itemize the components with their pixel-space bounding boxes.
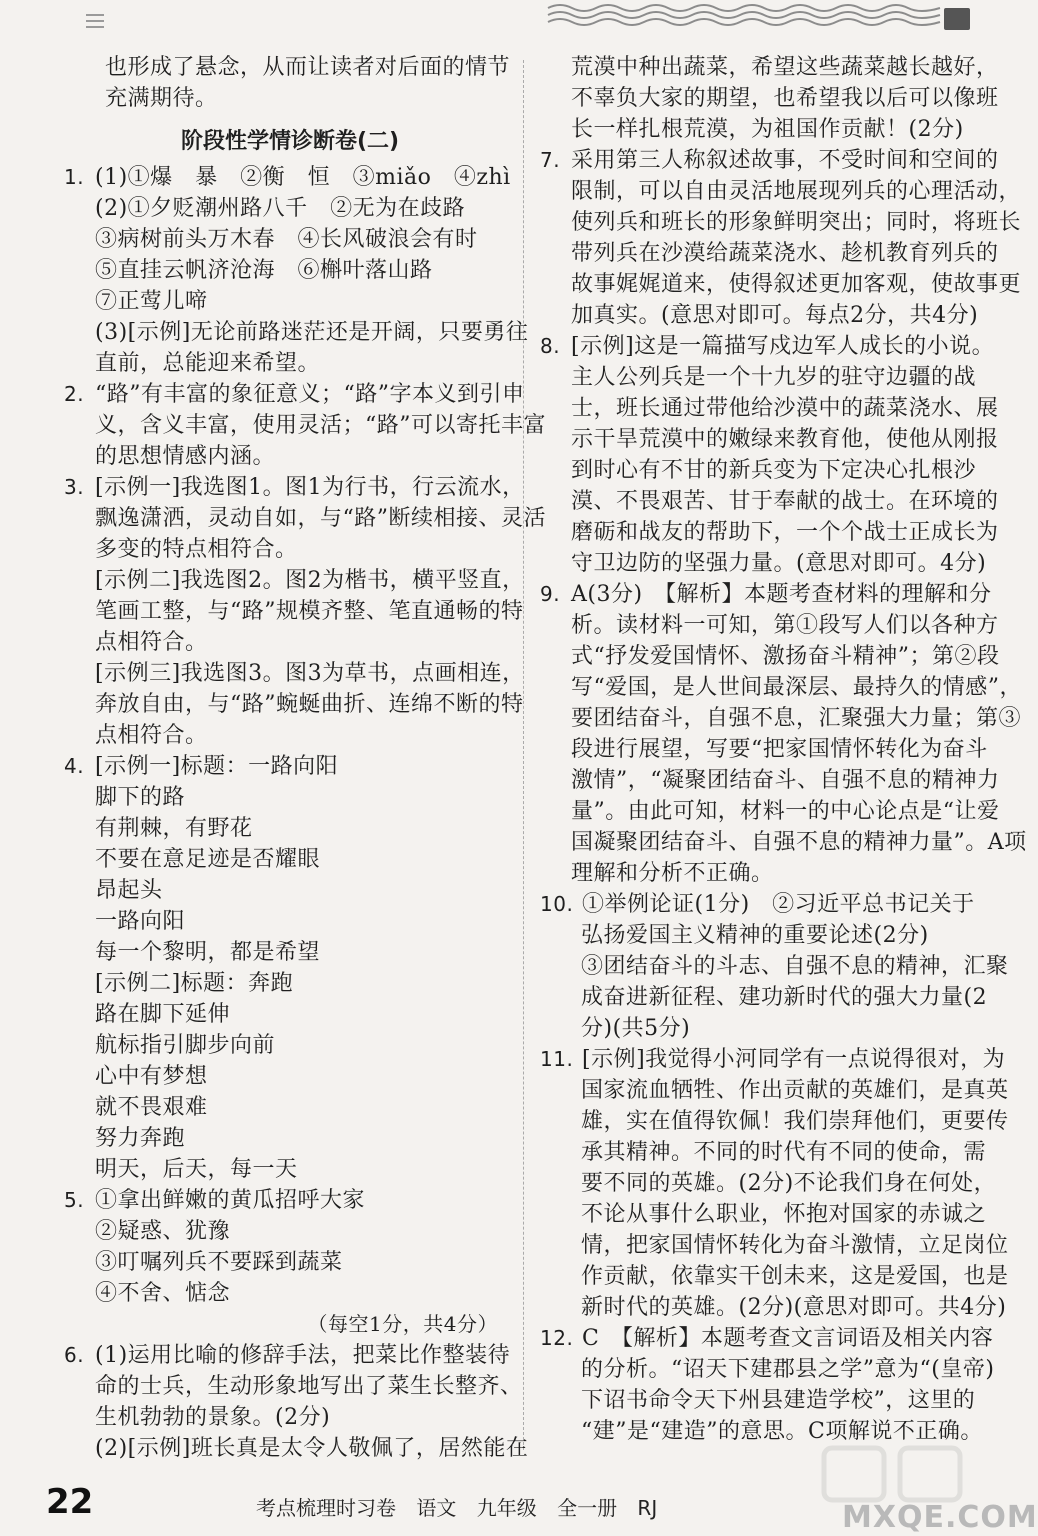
- answer-text-line: [540, 207, 1022, 238]
- line-text: 不要在意足迹是否耀眼: [95, 847, 321, 872]
- answer-text-line: [540, 1075, 1009, 1106]
- line-text: ③病树前头万木春 ④长风破浪会有时: [95, 227, 478, 252]
- question-number: 2.: [64, 382, 85, 406]
- answer-text-line: [540, 827, 1027, 858]
- line-text: [示例一]我选图1。图1为行书，行云流水，: [95, 475, 525, 500]
- line-text: (1)运用比喻的修辞手法，把菜比作整装待: [95, 1343, 511, 1368]
- question-answer-line: [540, 1044, 1006, 1075]
- line-text: 段进行展望，写要“把家国情怀转化为奋斗: [571, 737, 988, 762]
- answer-text-line: [540, 486, 999, 517]
- line-text: 要不同的英雄。(2分)不论我们身在何处，: [581, 1171, 997, 1196]
- answer-text-line: [64, 720, 516, 751]
- answer-text-line: [540, 1137, 987, 1168]
- answer-text-line: [540, 1168, 997, 1199]
- line-text: 故事娓娓道来，使得叙述更加客观，使故事更: [571, 272, 1022, 297]
- answer-text-line: [64, 689, 524, 720]
- right-column: [540, 52, 1027, 1447]
- line-text: 下诏书命令天下州县建造学校”，这里的: [581, 1388, 976, 1413]
- line-text: ③团结奋斗的斗志、自强不息的精神，汇聚: [581, 954, 1009, 979]
- answer-text-line: [64, 596, 524, 627]
- line-text: 限制，可以自由灵活地展现列兵的心理活动，: [571, 179, 1022, 204]
- answer-text-line: [64, 782, 516, 813]
- answer-text-line: [540, 548, 987, 579]
- line-text: 式“抒发爱国情怀、激扬奋斗精神”；第②段: [571, 644, 1000, 669]
- answer-text-line: [64, 875, 516, 906]
- answer-text-line: [64, 286, 516, 317]
- answer-text-line: [64, 1433, 529, 1464]
- line-text: 带列兵在沙漠给蔬菜浇水、趁机教育列兵的: [571, 241, 999, 266]
- line-text: 守卫边防的坚强力量。(意思对即可。4分): [571, 551, 987, 576]
- line-text: 要团结奋斗，自强不息，汇聚强大力量；第③: [571, 706, 1022, 731]
- line-text: 航标指引脚步向前: [95, 1033, 276, 1058]
- line-text: 生机勃勃的景象。(2分): [95, 1405, 331, 1430]
- answer-text-line: [540, 951, 1009, 982]
- line-text: [示例]我觉得小河同学有一点说得很对，为: [582, 1047, 1006, 1072]
- line-text: 有荆棘，有野花: [95, 816, 253, 841]
- line-text: 磨砺和战友的帮助下，一个个战士正成长为: [571, 520, 999, 545]
- answer-text-line: [540, 672, 1022, 703]
- answer-text-line: [64, 1371, 523, 1402]
- line-text: 笔画工整，与“路”规模齐整、笔直通畅的特: [95, 599, 524, 624]
- line-text: 就不畏艰难: [95, 1095, 208, 1120]
- line-text: 写“爱国，是人世间最深层、最持久的情感”，: [571, 675, 1022, 700]
- line-text: 点相符合。: [95, 723, 208, 748]
- answer-text-line: [64, 224, 516, 255]
- line-text: 的分析。“诏天下建郡县之学”意为“(皇帝): [581, 1357, 995, 1382]
- line-text: 脚下的路: [95, 785, 186, 810]
- left-column: [64, 52, 546, 1464]
- question-number: 3.: [64, 475, 85, 499]
- answer-text-line: [540, 1354, 995, 1385]
- answer-text-line: [64, 52, 516, 83]
- answer-text-line: [64, 1030, 516, 1061]
- line-text: [示例二]我选图2。图2为楷书，横平竖直，: [95, 568, 525, 593]
- answer-text-line: [64, 1247, 516, 1278]
- question-number: 10.: [540, 892, 574, 916]
- answer-text-line: [64, 1278, 516, 1309]
- line-text: ①举例论证(1分) ②习近平总书记关于: [582, 892, 975, 917]
- header-wave-icon: [548, 0, 940, 26]
- answer-text-line: [64, 999, 516, 1030]
- answer-text-line: [64, 534, 516, 565]
- line-text: 飘逸潇洒，灵动自如，与“路”断续相接、灵活: [95, 506, 546, 531]
- line-text: ⑤直挂云帆济沧海 ⑥槲叶落山路: [95, 258, 433, 283]
- line-text: 加真实。(意思对即可。每点2分，共4分): [571, 303, 979, 328]
- line-text: (3)[示例]无论前路迷茫还是开阔，只要勇往: [95, 320, 529, 345]
- line-text: 不辜负大家的期望，也希望我以后可以像班: [571, 86, 999, 111]
- line-text: ③叮嘱列兵不要踩到蔬菜: [95, 1250, 343, 1275]
- answer-text-line: [540, 858, 980, 889]
- answer-text-line: [540, 1199, 987, 1230]
- answer-text-line: [540, 703, 1022, 734]
- line-text: 点相符合。: [95, 630, 208, 655]
- answer-text-line: [540, 796, 1000, 827]
- question-answer-line: [64, 379, 525, 410]
- answer-text-line: [540, 610, 999, 641]
- answer-text-line: [540, 1106, 1009, 1137]
- question-answer-line: [540, 145, 999, 176]
- line-text: 国家流血牺牲、作出贡献的英雄们，是真英: [581, 1078, 1009, 1103]
- line-text: 长一样扎根荒漠，为祖国作贡献！(2分): [571, 117, 964, 142]
- question-number: 5.: [64, 1188, 85, 1212]
- question-number: 11.: [540, 1047, 574, 1071]
- line-text: 一路向阳: [95, 909, 186, 934]
- answer-text-line: [540, 393, 999, 424]
- line-text: (2)[示例]班长真是太令人敬佩了，居然能在: [95, 1436, 529, 1461]
- line-text: （每空1分，共4分）: [307, 1312, 498, 1336]
- book-info: 考点梳理时习卷 语文 九年级 全一册 RJ: [256, 1496, 658, 1520]
- line-text: (1)①爆 暴 ②衡 恒 ③miǎo ④zhì: [95, 165, 511, 190]
- answer-text-line: [64, 83, 516, 114]
- line-text: 荒漠中种出蔬菜，希望这些蔬菜越长越好，: [571, 55, 999, 80]
- line-text: 明天，后天，每一天: [95, 1157, 298, 1182]
- question-answer-line: [64, 751, 516, 782]
- line-text: C 【解析】本题考查文言词语及相关内容: [582, 1326, 994, 1351]
- answer-text-line: [64, 255, 516, 286]
- line-text: [示例三]我选图3。图3为草书，点画相连，: [95, 661, 525, 686]
- answer-text-line: [540, 176, 1022, 207]
- answer-text-line: [64, 1309, 516, 1340]
- line-text: [示例一]标题：一路向阳: [95, 754, 339, 779]
- answer-text-line: [64, 1154, 516, 1185]
- answer-text-line: [540, 982, 988, 1013]
- header-lines-icon: [86, 10, 104, 32]
- answer-text-line: [64, 503, 546, 534]
- answer-text-line: [540, 765, 1000, 796]
- answer-text-line: [540, 455, 980, 486]
- answer-text-line: [540, 641, 1000, 672]
- answer-text-line: [540, 517, 999, 548]
- line-text: 也形成了悬念，从而让读者对后面的情节: [105, 55, 511, 80]
- question-answer-line: [540, 579, 992, 610]
- answer-text-line: [64, 410, 546, 441]
- line-text: ④不舍、惦念: [95, 1281, 231, 1306]
- answer-text-line: [540, 362, 980, 393]
- line-text: ⑦正莺儿啼: [95, 289, 208, 314]
- answer-text-line: [64, 348, 516, 379]
- answer-text-line: [64, 1123, 516, 1154]
- answer-text-line: [64, 906, 516, 937]
- line-text: [示例]这是一篇描写戍边军人成长的小说。: [571, 334, 995, 359]
- line-text: 直前，总能迎来希望。: [95, 351, 321, 376]
- answer-text-line: [64, 968, 516, 999]
- line-text: 路在脚下延伸: [95, 1002, 231, 1027]
- answer-text-line: [64, 1061, 516, 1092]
- line-text: 使列兵和班长的形象鲜明突出；同时，将班长: [571, 210, 1022, 235]
- answer-text-line: [64, 441, 516, 472]
- answer-text-line: [540, 1292, 1007, 1323]
- line-text: 分)(共5分): [581, 1016, 691, 1041]
- question-answer-line: [540, 889, 980, 920]
- answer-text-line: [64, 1092, 516, 1123]
- line-text: 的思想情感内涵。: [95, 444, 276, 469]
- line-text: 情，把家国情怀转化为奋斗激情，立足岗位: [581, 1233, 1009, 1258]
- line-text: 示干旱荒漠中的嫩绿来教育他，使他从刚报: [571, 427, 999, 452]
- answer-text-line: [540, 1385, 980, 1416]
- line-text: 不论从事什么职业，怀抱对国家的赤诚之: [581, 1202, 987, 1227]
- corner-square-icon: [944, 8, 970, 30]
- line-text: 新时代的英雄。(2分)(意思对即可。共4分): [581, 1295, 1007, 1320]
- answer-text-line: [64, 317, 529, 348]
- line-text: 奔放自由，与“路”蜿蜒曲折、连绵不断的特: [95, 692, 524, 717]
- question-answer-line: [64, 472, 525, 503]
- line-text: (2)①夕贬潮州路八千 ②无为在歧路: [95, 196, 466, 221]
- question-number: 6.: [64, 1343, 85, 1367]
- line-text: 命的士兵，生动形象地写出了菜生长整齐、: [95, 1374, 523, 1399]
- question-number: 1.: [64, 165, 85, 189]
- question-answer-line: [64, 1185, 516, 1216]
- question-number: 7.: [540, 148, 561, 172]
- answer-text-line: [64, 844, 516, 875]
- line-text: 雄，实在值得钦佩！我们崇拜他们，更要传: [581, 1109, 1009, 1134]
- answer-text-line: [64, 937, 516, 968]
- question-answer-line: [540, 1323, 994, 1354]
- answer-text-line: [64, 565, 525, 596]
- answer-text-line: [540, 52, 999, 83]
- question-number: 8.: [540, 334, 561, 358]
- line-text: 昂起头: [95, 878, 163, 903]
- answer-text-line: [64, 193, 516, 224]
- answer-text-line: [64, 627, 516, 658]
- column-divider: [523, 60, 524, 1450]
- line-text: ①拿出鲜嫩的黄瓜招呼大家: [95, 1188, 366, 1213]
- line-text: 到时心有不甘的新兵变为下定决心扎根沙: [571, 458, 977, 483]
- answer-text-line: [540, 238, 999, 269]
- answer-text-line: [540, 424, 999, 455]
- watermark-text: MXQE.COM: [842, 1500, 1038, 1535]
- line-text: 主人公列兵是一个十九岁的驻守边疆的战: [571, 365, 977, 390]
- answer-text-line: [540, 734, 988, 765]
- line-text: 成奋进新征程、建功新时代的强大力量(2: [581, 985, 988, 1010]
- line-text: 承其精神。不同的时代有不同的使命，需: [581, 1140, 987, 1165]
- answer-text-line: [540, 1230, 1009, 1261]
- line-text: 激情”，“凝聚团结奋斗、自强不息的精神力: [571, 768, 1000, 793]
- section-title: 阶段性学情诊断卷(二): [180, 129, 400, 154]
- line-text: 充满期待。: [105, 86, 218, 111]
- question-answer-line: [540, 331, 995, 362]
- line-text: 士，班长通过带他给沙漠中的蔬菜浇水、展: [571, 396, 999, 421]
- question-number: 9.: [540, 582, 561, 606]
- line-text: ②疑惑、犹豫: [95, 1219, 231, 1244]
- answer-text-line: [64, 1402, 516, 1433]
- line-text: 心中有梦想: [95, 1064, 208, 1089]
- question-number: 12.: [540, 1326, 574, 1350]
- answer-text-line: [540, 1013, 980, 1044]
- line-text: “路”有丰富的象征意义；“路”字本义到引申: [95, 382, 525, 407]
- line-text: 义，含义丰富，使用灵活；“路”可以寄托丰富: [95, 413, 546, 438]
- answer-text-line: [64, 813, 516, 844]
- answer-text-line: [540, 1261, 1009, 1292]
- question-answer-line: [64, 162, 516, 193]
- line-text: 作贡献，依靠实干创未来，这是爱国，也是: [581, 1264, 1009, 1289]
- answer-text-line: [540, 114, 980, 145]
- page-number: 22: [46, 1482, 94, 1522]
- line-text: 每一个黎明，都是希望: [95, 940, 321, 965]
- line-text: 国凝聚团结奋斗、自强不息的精神力量”。A项: [571, 830, 1027, 855]
- line-text: A(3分) 【解析】本题考查材料的理解和分: [571, 582, 992, 607]
- line-text: 弘扬爱国主义精神的重要论述(2分): [581, 923, 929, 948]
- line-text: 析。读材料一可知，第①段写人们以各种方: [571, 613, 999, 638]
- line-text: “建”是“建造”的意思。C项解说不正确。: [581, 1419, 983, 1444]
- answer-text-line: [540, 269, 1022, 300]
- line-text: 漠、不畏艰苦、甘于奉献的战士。在环境的: [571, 489, 999, 514]
- question-number: 4.: [64, 754, 85, 778]
- answer-text-line: [64, 1216, 516, 1247]
- line-text: 采用第三人称叙述故事，不受时间和空间的: [571, 148, 999, 173]
- line-text: 多变的特点相符合。: [95, 537, 298, 562]
- answer-text-line: [540, 920, 980, 951]
- line-text: 理解和分析不正确。: [571, 861, 774, 886]
- answer-text-line: [540, 83, 999, 114]
- line-text: 努力奔跑: [95, 1126, 186, 1151]
- question-answer-line: [64, 1340, 516, 1371]
- line-text: 量”。由此可知，材料一的中心论点是“让爱: [571, 799, 1000, 824]
- line-text: [示例二]标题：奔跑: [95, 971, 294, 996]
- answer-text-line: [64, 658, 525, 689]
- answer-text-line: [540, 300, 980, 331]
